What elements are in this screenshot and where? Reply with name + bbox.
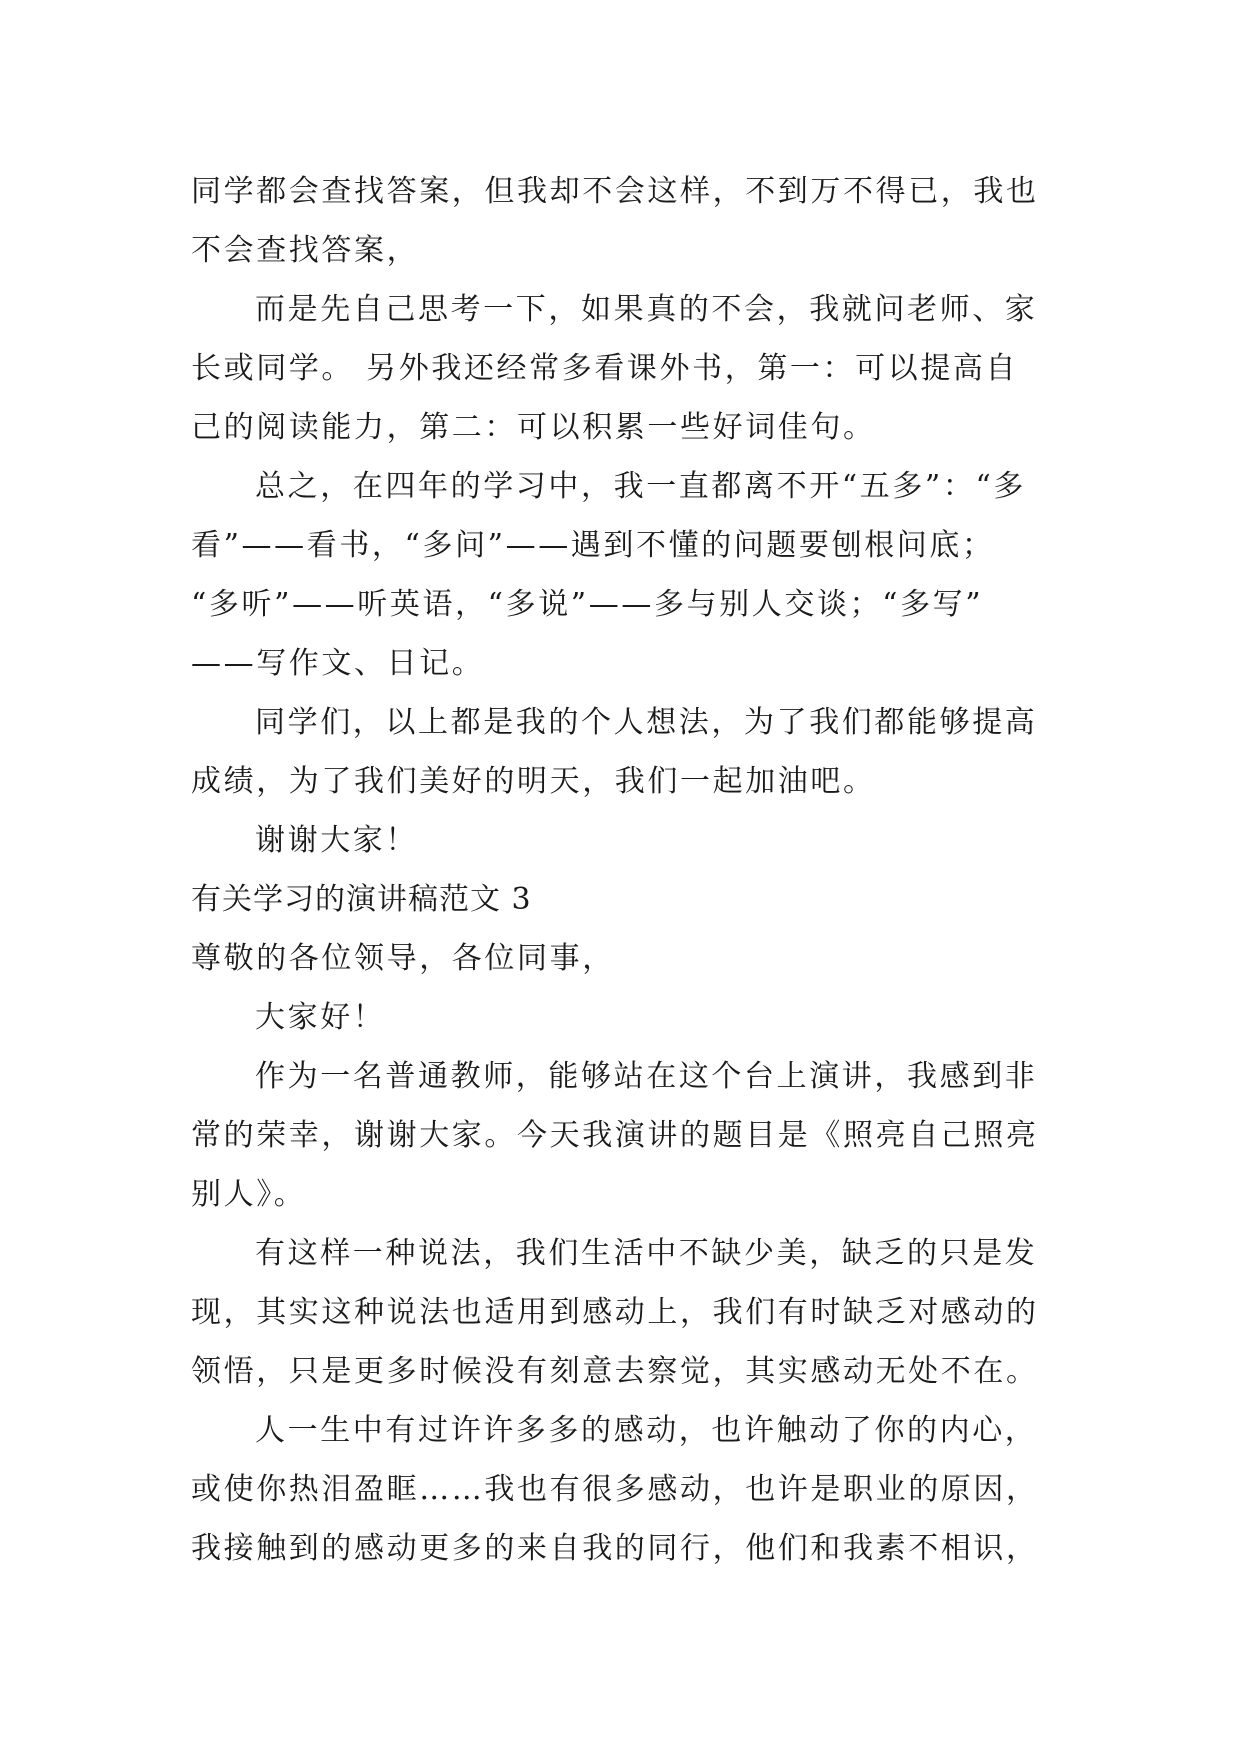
text-line: 现，其实这种说法也适用到感动上，我们有时缺乏对感动的 [191,1295,1039,1330]
text-line: 或使你热泪盈眶……我也有很多感动，也许是职业的原因， [191,1472,1039,1507]
document-body [191,162,1061,1578]
salutation: 尊敬的各位领导，各位同事， [191,941,615,976]
text-line: 长或同学。 另外我还经常多看课外书，第一：可以提高自 [191,351,1019,386]
text-line: 领悟，只是更多时候没有刻意去察觉，其实感动无处不在。 [191,1354,1039,1389]
text-line: 作为一名普通教师，能够站在这个台上演讲，我感到非 [255,1059,1038,1094]
text-line: “多听”——听英语，“多说”——多与别人交谈；“多写” [191,587,984,622]
text-line: 不会查找答案， [191,233,420,268]
text-line: 人一生中有过许许多多的感动，也许触动了你的内心， [255,1413,1038,1448]
text-line: 常的荣幸，谢谢大家。今天我演讲的题目是《照亮自己照亮 [191,1118,1039,1153]
text-line: 成绩，为了我们美好的明天，我们一起加油吧。 [191,764,876,799]
text-line: 别人》。 [191,1177,307,1212]
text-line: 而是先自己思考一下，如果真的不会，我就问老师、家 [255,292,1038,327]
text-line: 看”——看书，“多问”——遇到不懂的问题要刨根问底； [191,528,995,563]
text-line: 己的阅读能力，第二：可以积累一些好词佳句。 [191,410,876,445]
text-line: 有这样一种说法，我们生活中不缺少美，缺乏的只是发 [255,1236,1038,1271]
text-line: ——写作文、日记。 [191,646,485,681]
text-line: 谢谢大家！ [255,823,418,858]
text-line: 总之，在四年的学习中，我一直都离不开“五多”：“多 [255,469,1027,504]
text-line: 我接触到的感动更多的来自我的同行，他们和我素不相识， [191,1531,1039,1566]
text-line: 同学们，以上都是我的个人想法，为了我们都能够提高 [255,705,1038,740]
section-heading: 有关学习的演讲稿范文 3 [191,882,532,917]
text-line: 同学都会查找答案，但我却不会这样，不到万不得已，我也 [191,174,1039,209]
greeting: 大家好！ [255,1000,386,1035]
